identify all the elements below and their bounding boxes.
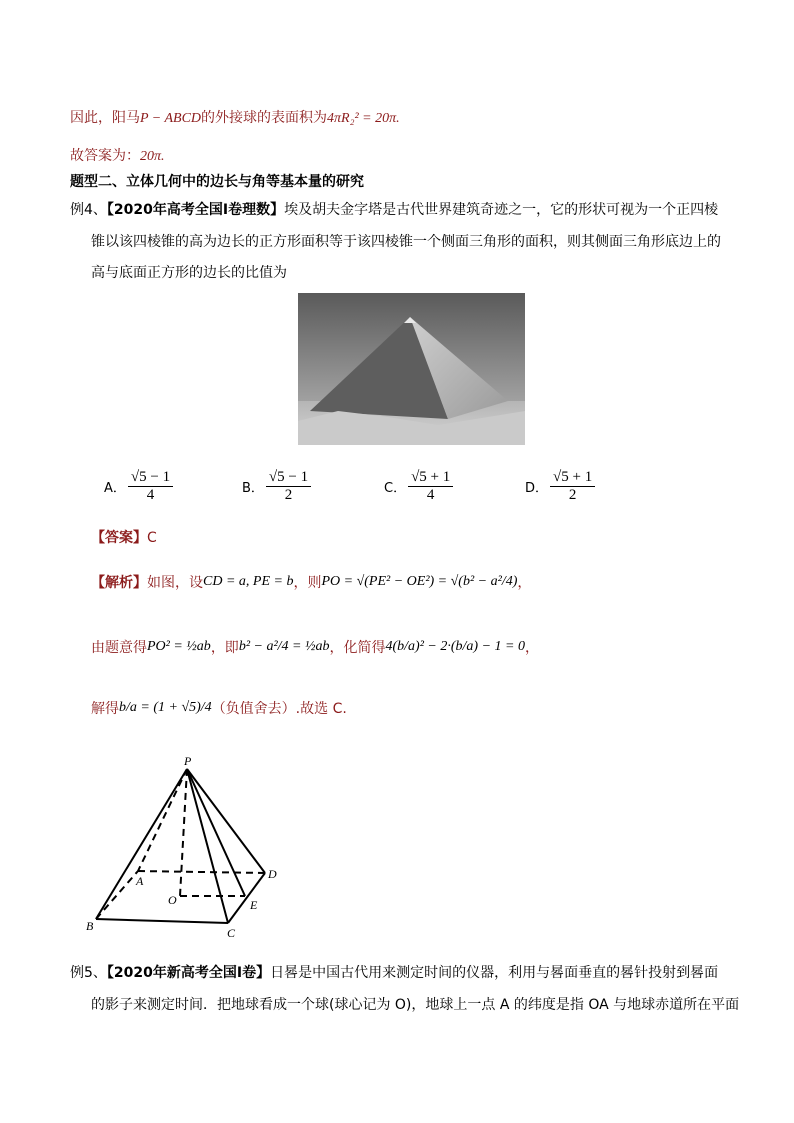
edge-ba bbox=[96, 871, 138, 919]
analysis-l2-c: ，即 bbox=[210, 640, 239, 656]
choice-c-den: 4 bbox=[426, 486, 435, 503]
label-p: P bbox=[184, 754, 192, 768]
analysis-l1-b: CD = a, PE = b bbox=[203, 574, 294, 589]
answer-line bbox=[70, 145, 165, 165]
analysis-l2-b: PO² = ½ab bbox=[147, 639, 211, 654]
conclusion-mid: 的外接球的表面积为 bbox=[201, 110, 328, 126]
example4-line2: 锥以该四棱锥的高为边长的正方形面积等于该四棱锥一个侧面三角形的面积，则其侧面三角形底边上的 bbox=[91, 234, 721, 250]
analysis-l1-c: ，则 bbox=[293, 575, 322, 591]
choice-a-num: √5 − 1 bbox=[128, 469, 173, 487]
analysis-tag: 【解析】 bbox=[91, 575, 147, 591]
edge-pa bbox=[138, 769, 187, 871]
choice-a bbox=[104, 466, 175, 506]
analysis-l2-a: 由题意得 bbox=[91, 640, 147, 656]
label-d: D bbox=[268, 867, 277, 881]
choice-d bbox=[525, 466, 597, 506]
edge-cd bbox=[228, 873, 265, 923]
analysis-l2-f: 4(b/a)² − 2·(b/a) − 1 = 0 bbox=[385, 639, 525, 654]
analysis-line1 bbox=[91, 560, 531, 604]
example5-source: 【2020年新高考全国Ⅰ卷】 bbox=[106, 965, 271, 981]
choice-c bbox=[384, 466, 455, 506]
analysis-l2-e: ，化简得 bbox=[329, 640, 386, 656]
label-b: B bbox=[86, 919, 94, 933]
conclusion-prefix: 因此，阳马 bbox=[70, 110, 140, 126]
choice-b-label: B． bbox=[242, 480, 264, 496]
answer-choice: C bbox=[147, 530, 157, 546]
label-c: C bbox=[227, 926, 236, 940]
analysis-l3-b: b/a = (1 + √5)/4 bbox=[119, 700, 212, 715]
label-o: O bbox=[168, 893, 177, 907]
edge-po bbox=[180, 769, 187, 896]
choice-d-den: 2 bbox=[568, 486, 577, 503]
analysis-l3-c: （负值舍去）.故选 C. bbox=[211, 701, 347, 717]
example4-text1: 埃及胡夫金字塔是古代世界建筑奇迹之一，它的形状可视为一个正四棱 bbox=[284, 202, 719, 218]
analysis-line3 bbox=[91, 688, 347, 728]
example5-line2: 的影子来测定时间．把地球看成一个球(球心记为 O)，地球上一点 A 的纬度是指 OA 与地球赤道所在平面 bbox=[91, 997, 740, 1013]
choice-b-num: √5 − 1 bbox=[266, 469, 311, 487]
answer-prefix: 故答案为： bbox=[70, 148, 140, 164]
analysis-l1-e: ， bbox=[517, 575, 532, 591]
pyramid-diagram bbox=[80, 750, 290, 940]
analysis-l1-d: PO = √(PE² − OE²) = √(b² − a²/4) bbox=[321, 574, 518, 589]
analysis-l2-d: b² − a²/4 = ½ab bbox=[238, 639, 330, 654]
answer-block bbox=[91, 527, 157, 547]
analysis-l1-a: 如图，设 bbox=[147, 575, 203, 591]
example5-line1 bbox=[70, 962, 718, 982]
section-title: 题型二、立体几何中的边长与角等基本量的研究 bbox=[70, 174, 364, 190]
edge-bc bbox=[96, 919, 228, 923]
edge-pd bbox=[187, 769, 265, 873]
conclusion-shape: P − ABCD bbox=[140, 111, 202, 126]
pyramid-photo bbox=[298, 293, 525, 445]
example4-source: 【2020年高考全国Ⅰ卷理数】 bbox=[106, 202, 285, 218]
example5-label: 例5、 bbox=[70, 965, 107, 981]
edge-ad bbox=[138, 871, 265, 873]
example4-line3: 高与底面正方形的边长的比值为 bbox=[91, 265, 287, 281]
example4-line1 bbox=[70, 199, 718, 219]
conclusion-formula: 4πR₂² = 20π. bbox=[327, 111, 400, 126]
choice-a-label: A． bbox=[104, 480, 126, 496]
choice-a-den: 4 bbox=[146, 486, 155, 503]
example4-label: 例4、 bbox=[70, 202, 107, 218]
choice-c-label: C． bbox=[384, 480, 407, 496]
conclusion-line bbox=[70, 107, 400, 127]
answer-value: 20π. bbox=[140, 149, 165, 164]
choice-b-den: 2 bbox=[284, 486, 293, 503]
analysis-l2-g: ， bbox=[524, 640, 539, 656]
choice-b bbox=[242, 466, 313, 506]
label-e: E bbox=[250, 898, 258, 912]
label-a: A bbox=[136, 874, 144, 888]
analysis-l3-a: 解得 bbox=[91, 701, 119, 717]
answer-tag: 【答案】 bbox=[91, 530, 147, 546]
choice-c-num: √5 + 1 bbox=[408, 469, 453, 487]
analysis-line2 bbox=[91, 627, 539, 667]
choice-d-label: D． bbox=[525, 480, 549, 496]
choice-d-num: √5 + 1 bbox=[550, 469, 595, 487]
example5-text1: 日晷是中国古代用来测定时间的仪器，利用与晷面垂直的晷针投射到晷面 bbox=[270, 965, 719, 981]
